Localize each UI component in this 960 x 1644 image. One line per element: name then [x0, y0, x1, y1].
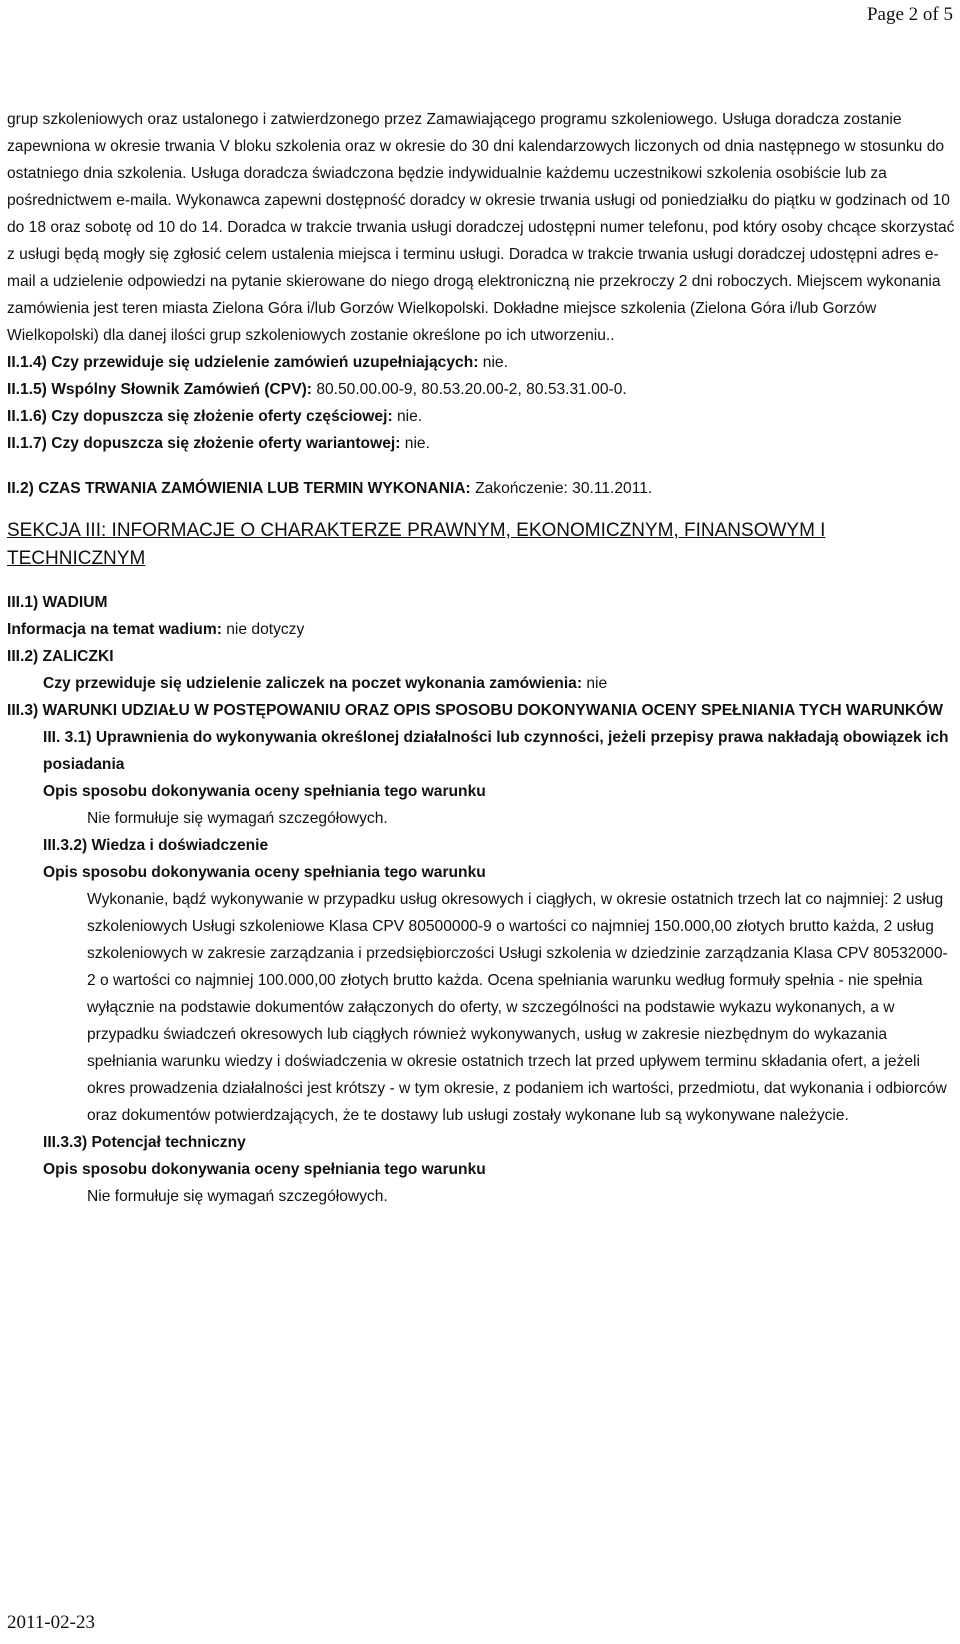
item-value: nie.: [396, 408, 423, 425]
item-label: II.1.5) Wspólny Słownik Zamówień (CPV):: [7, 381, 312, 398]
item-value: 80.50.00.00-9, 80.53.20.00-2, 80.53.31.00-0.: [316, 381, 627, 398]
wiedza-opis-label: Opis sposobu dokonywania oceny spełniania tego warunku: [43, 864, 486, 881]
document-body: [7, 106, 955, 1210]
item-value: Zakończenie: 30.11.2011.: [475, 480, 653, 497]
potencjal-opis-label: Opis sposobu dokonywania oceny spełniania tego warunku: [43, 1161, 486, 1178]
item-label: II.1.6) Czy dopuszcza się złożenie oferty częściowej:: [7, 408, 393, 425]
section-iii-title: SEKCJA III: INFORMACJE O CHARAKTERZE PRAWNYM, EKONOMICZNYM, FINANSOWYM I TECHNICZNYM: [7, 520, 826, 569]
item-ii-2: [7, 475, 955, 502]
spacer: [7, 457, 955, 475]
item-value: nie.: [404, 435, 430, 452]
item-ii-1-6: [7, 403, 955, 430]
zaliczki-info: [7, 670, 955, 697]
wiedza-text: Wykonanie, bądź wykonywanie w przypadku usług okresowych i ciągłych, w okresie ostatnich trzech lat co najmniej: 2 usług szkoleniowych Usługi szkoleniowe Klasa CPV 80500000-9 o wartości co najmniej 150.000,00 złotych brutto każda, 2 usług szkoleniowych w zakresie zarządzania i przedsiębiorczości Usługi szkolenia w dziedzinie zarządzania Klasa CPV 80532000-2 o wartości co najmniej 100.000,00 złotych brutto każda. Ocena spełniania warunku według formuły spełnia - nie spełnia wyłącznie na podstawie dokumentów załączonych do oferty, w szczególności na podstawie wykazu wykonanych, a w przypadku świadczeń okresowych lub ciągłych również wykonywanych, usług w zakresie niezbędnym do wykazania spełniania warunku wiedzy i doświadczenia w okresie ostatnich trzech lat przed upływem terminu składania ofert, a jeżeli okres prowadzenia działalności jest krótszy - w tym okresie, z podaniem ich wartości, przedmiotu, dat wykonania i odbiorców oraz dokumentów potwierdzających, że te dostawy lub usługi zostały wykonane lub są wykonywane należycie.: [87, 891, 948, 1124]
item-label: II.2) CZAS TRWANIA ZAMÓWIENIA LUB TERMIN WYKONANIA:: [7, 480, 471, 497]
potencjal-title: III.3.3) Potencjał techniczny: [43, 1134, 246, 1151]
zaliczki-title: III.2) ZALICZKI: [7, 648, 114, 665]
item-ii-1-5: [7, 376, 955, 403]
wadium-info: [7, 616, 955, 643]
item-value: nie: [586, 675, 608, 692]
uprawnienia-text: Nie formułuje się wymagań szczegółowych.: [87, 810, 388, 827]
uprawnienia-opis-label: Opis sposobu dokonywania oceny spełniania tego warunku: [43, 783, 486, 800]
item-label: Czy przewiduje się udzielenie zaliczek na poczet wykonania zamówienia:: [43, 675, 583, 692]
page-number: Page 2 of 5: [866, 4, 953, 25]
potencjal-text: Nie formułuje się wymagań szczegółowych.: [87, 1188, 388, 1205]
wiedza-title: III.3.2) Wiedza i doświadczenie: [43, 837, 269, 854]
item-label: II.1.7) Czy dopuszcza się złożenie oferty wariantowej:: [7, 435, 401, 452]
intro-paragraph: grup szkoleniowych oraz ustalonego i zatwierdzonego przez Zamawiającego programu szkoleniowego. Usługa doradcza zostanie zapewniona w okresie trwania V bloku szkolenia oraz w okresie do 30 dni kalendarzowych liczonych od dnia następnego w stosunku do ostatniego dnia szkolenia. Usługa doradcza świadczona będzie indywidualnie każdemu uczestnikowi szkolenia osobiście lub za pośrednictwem e-maila. Wykonawca zapewni dostępność doradcy w okresie trwania usługi od poniedziałku do piątku w godzinach od 10 do 18 oraz sobotę od 10 do 14. Doradca w trakcie trwania usługi doradczej udostępni numer telefonu, pod który osoby chcące skorzystać z usługi będą mogły się zgłosić celem ustalenia miejsca i terminu usługi. Doradca w trakcie trwania usługi doradczej udostępni adres e-mail a udzielenie odpowiedzi na pytanie skierowane do niego drogą elektroniczną nie przekroczy 2 dni roboczych. Miejscem wykonania zamówienia jest teren miasta Zielona Góra i/lub Gorzów Wielkopolski. Dokładne miejsce szkolenia (Zielona Góra i/lub Gorzów Wielkopolski) dla danej ilości grup szkoleniowych zostanie określone po ich utworzeniu..: [7, 111, 955, 344]
uprawnienia-title: III. 3.1) Uprawnienia do wykonywania określonej działalności lub czynności, jeżeli przepisy prawa nakładają obowiązek ich posiadania: [43, 729, 949, 773]
item-value: nie dotyczy: [226, 621, 305, 638]
item-ii-1-4: [7, 349, 955, 376]
item-ii-1-7: [7, 430, 955, 457]
warunki-title: III.3) WARUNKI UDZIAŁU W POSTĘPOWANIU ORAZ OPIS SPOSOBU DOKONYWANIA OCENY SPEŁNIANIA TYCH WARUNKÓW: [7, 702, 943, 719]
item-label: II.1.4) Czy przewiduje się udzielenie zamówień uzupełniających:: [7, 354, 479, 371]
item-value: nie.: [482, 354, 508, 371]
item-label: Informacja na temat wadium:: [7, 621, 222, 638]
footer-date: 2011-02-23: [7, 1612, 95, 1633]
wadium-title: III.1) WADIUM: [7, 594, 108, 611]
